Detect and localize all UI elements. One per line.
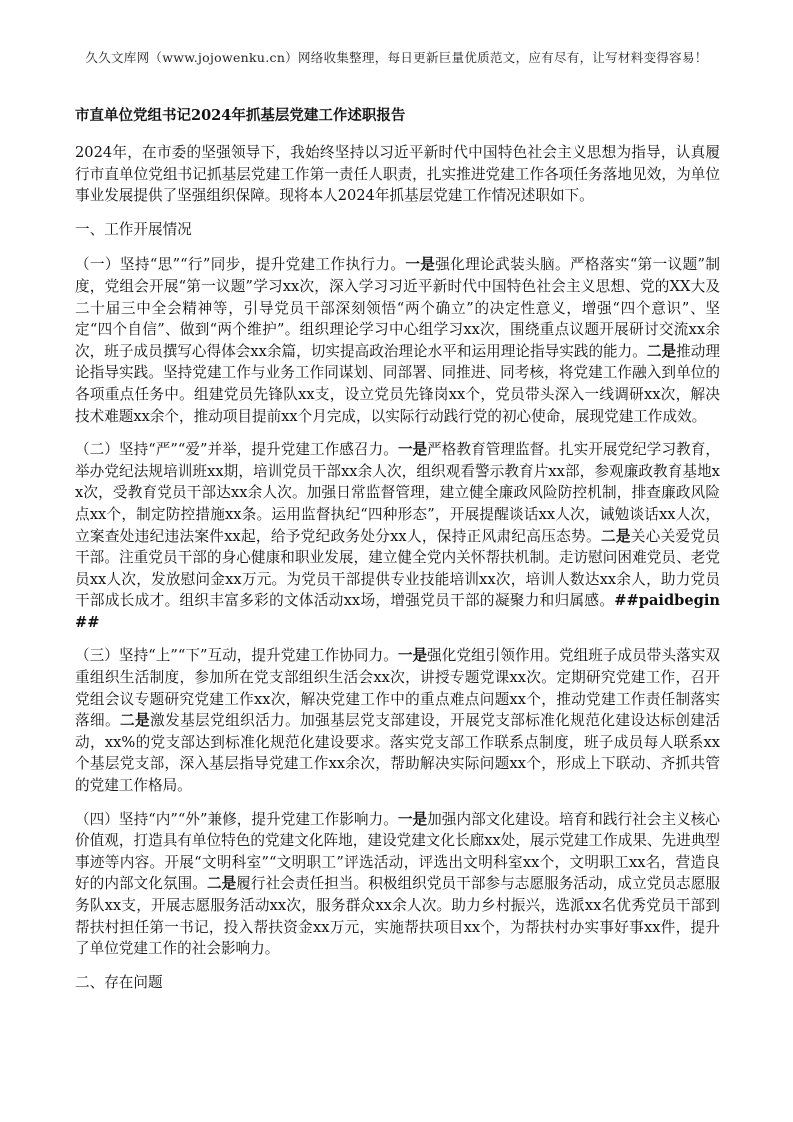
bold-lead-second: 二是 xyxy=(600,527,631,545)
paragraph-text: 强化理论武装头脑。严格落实“第一议题”制度，党组会开展“第一议题”学习xx次，深入学习习近平新时代中国特色社会主义思想、党的XX大及二十届三中全会精神等，引导党员干部深刻领悟“两个确立”的决定性意义，增强“四个意识”、坚定“四个自信”、做到“两个维护”。组织理论学习中心组学习xx次，围绕重点议题开展研讨交流xx余次，班子成员撰写心得体会xx余篇，切实提高政治理论水平和运用理论指导实践的能力。 xyxy=(75,256,720,360)
document-title: 市直单位党组书记2024年抓基层党建工作述职报告 xyxy=(75,107,406,124)
paragraph-text: 推动理论指导实践。坚持党建工作与业务工作同谋划、同部署、同推进、同考核，将党建工作融入到单位的各项重点任务中。组建党员先锋队xx支，设立党员先锋岗xx个，党员带头深入一线调研xx次，解决技术难题xx余个，推动项目提前xx个月完成，以实际行动践行党的初心使命，展现党建工作成效。 xyxy=(75,342,720,425)
paragraph-heading: （四）坚持“内”“外”兼修，提升党建工作影响力。 xyxy=(75,810,398,828)
section-heading-work-status: 一、工作开展情况 xyxy=(75,220,192,238)
paid-marker: ##paidbegin## xyxy=(75,592,720,631)
paragraph-appeal xyxy=(75,439,720,633)
document-body xyxy=(75,104,720,1007)
paragraph-coordination xyxy=(75,645,720,796)
paragraph-text: 加强内部文化建设。培育和践行社会主义核心价值观，打造具有单位特色的党建文化阵地，建设党建文化长廊xx处，展示党建工作成果、先进典型事迹等内容。开展“文明科室”“文明职工”评选活动，评选出文明科室xx个，文明职工xx名，营造良好的内部文化氛围。 xyxy=(75,810,720,893)
section-heading-problems: 二、存在问题 xyxy=(75,973,163,991)
bold-lead-second: 二是 xyxy=(206,875,237,893)
intro-paragraph: 2024年，在市委的坚强领导下，我始终坚持以习近平新时代中国特色社会主义思想为指导，认真履行市直单位党组书记抓基层党建工作第一责任人职责，扎实推进党建工作各项任务落地见效，为单位事业发展提供了坚强组织保障。现将本人2024年抓基层党建工作情况述职如下。 xyxy=(75,144,720,205)
paragraph-text: 严格教育管理监督。扎实开展党纪学习教育，举办党纪法规培训班xx期，培训党员干部xx余人次，组织观看警示教育片xx部，参观廉政教育基地xx次，受教育党员干部达xx余人次。加强日常监督管理，建立健全廉政风险防控机制，排查廉政风险点xx个，制定防控措施xx条。运用监督执纪“四种形态”，开展提醒谈话xx人次，诫勉谈话xx人次，立案查处违纪违法案件xx起，给予党纪政务处分xx人，保持正风肃纪高压态势。 xyxy=(75,441,720,545)
bold-lead-first: 一是 xyxy=(397,441,428,459)
paragraph-text: 激发基层党组织活力。加强基层党支部建设，开展党支部标准化规范化建设达标创建活动，xx%的党支部达到标准化规范化建设要求。落实党支部工作联系点制度，班子成员每人联系xx个基层党支部，深入基层指导党建工作xx余次，帮助解决实际问题xx个，形成上下联动、齐抓共管的党建工作格局。 xyxy=(75,712,720,795)
paragraph-heading: （三）坚持“上”“下”互动，提升党建工作协同力。 xyxy=(75,647,398,665)
bold-lead-first: 一是 xyxy=(397,647,428,665)
paragraph-heading: （二）坚持“严”“爱”并举，提升党建工作感召力。 xyxy=(75,441,398,459)
bold-lead-second: 二是 xyxy=(646,342,677,360)
paragraph-text: 履行社会责任担当。积极组织党员干部参与志愿服务活动，成立党员志愿服务队xx支，开展志愿服务活动xx次，服务群众xx余人次。助力乡村振兴，选派xx名优秀党员干部到帮扶村担任第一书记，投入帮扶资金xx万元，实施帮扶项目xx个，为帮扶村办实事好事xx件，提升了单位党建工作的社会影响力。 xyxy=(75,875,720,958)
paragraph-text: 强化党组引领作用。党组班子成员带头落实双重组织生活制度，参加所在党支部组织生活会xx次，讲授专题党课xx次。定期研究党建工作，召开党组会议专题研究党建工作xx次，解决党建工作中的重点难点问题xx个，推动党建工作责任制落实落细。 xyxy=(75,647,720,730)
site-header-banner: 久久文库网（www.jojowenku.cn）网络收集整理，每日更新巨量优质范文，应有尽有，让写材料变得容易！ xyxy=(85,50,708,65)
bold-lead-second: 二是 xyxy=(120,712,151,730)
paragraph-heading: （一）坚持“思”“行”同步，提升党建工作执行力。 xyxy=(75,256,406,274)
bold-lead-first: 一是 xyxy=(405,256,436,274)
paragraph-text: 关心关爱党员干部。注重党员干部的身心健康和职业发展，建立健全党内关怀帮扶机制。走访慰问困难党员、老党员xx人次，发放慰问金xx万元。为党员干部提供专业技能培训xx次，培训人数达xx余人，助力党员干部成长成才。组织丰富多彩的文体活动xx场，增强党员干部的凝聚力和归属感。 xyxy=(75,527,720,610)
paragraph-execution xyxy=(75,254,720,427)
paragraph-influence xyxy=(75,809,720,960)
bold-lead-first: 一是 xyxy=(397,810,428,828)
